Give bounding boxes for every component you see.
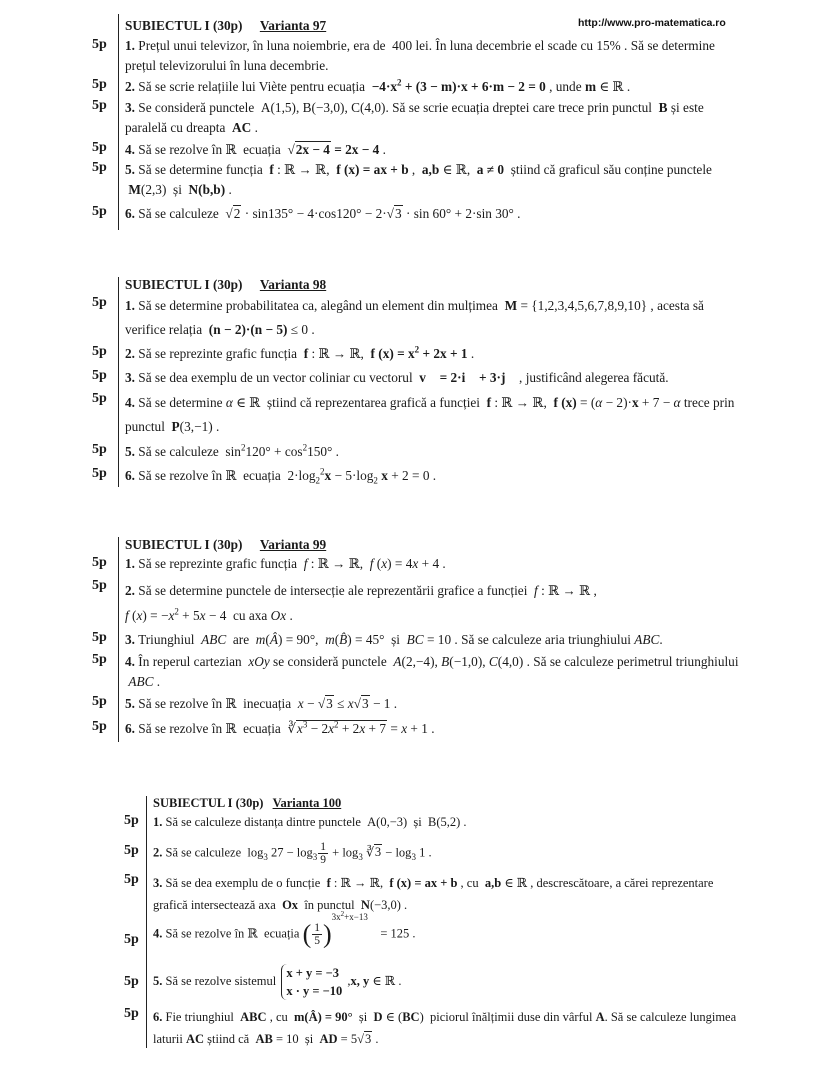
problem-number: 2.: [153, 845, 163, 860]
points-label: 5p: [124, 813, 139, 828]
problem-text: 2. Să se calculeze $\log_3 27 - \log_3$ $\frac{1}{9}$ + $\log_3$ ∛3 − $\log_3 1$ .: [153, 841, 432, 866]
problem-text: 1. Să se determine probabilitatea ca, alegând un element din mulțimea M = {1,2,3,4,5,6,7,8,9,10} , acesta să verifice relația (n − 2)·(n − 5) ≤ 0 .: [125, 298, 704, 337]
points-label: 5p: [92, 140, 107, 155]
problem-text: 6. Să se calculeze √2 · sin135° − 4·cos120° − 2·√3 · sin 60° + 2·sin 30° .: [125, 206, 521, 221]
section-header: [125, 537, 326, 553]
section-title: SUBIECTUL I (30p): [125, 537, 243, 552]
points-label: 5p: [92, 555, 107, 570]
problem-text: 1. Să se calculeze distanța dintre punctele A(0,−3) și B(5,2) .: [153, 815, 467, 829]
problem-number: 5.: [125, 696, 135, 711]
problem-number: 6.: [125, 468, 135, 483]
problem-text: 3. Să se dea exemplu de o funcție f : ℝ → ℝ, f (x) = ax + b , cu a,b ∈ ℝ , descrescătoare, a cărei reprezentare grafică intersectează axa Ox în punctul N(−3,0) .: [153, 876, 714, 912]
equation-system: x + y = −3 x · y = −10: [281, 964, 342, 1000]
problem-number: 3.: [153, 876, 163, 890]
problem-number: 2.: [125, 79, 135, 94]
points-label: 5p: [92, 37, 107, 52]
points-label: 5p: [92, 295, 107, 310]
points-label: 5p: [92, 652, 107, 667]
problem-text: 5. Să se rezolve sistemul x + y = −3 x · y = −10 ,x, y ∈ ℝ .: [153, 966, 402, 998]
problem-number: 3.: [125, 100, 135, 115]
problem-text: 5. Să se calculeze $\sin^2120^\circ + \cos^2150^\circ$ .: [125, 442, 340, 459]
variant-label: Varianta 100: [272, 796, 342, 810]
section-divider-line: [146, 796, 147, 1048]
points-label: 5p: [124, 1006, 139, 1021]
variant-label: Varianta 99: [259, 537, 327, 552]
points-label: 5p: [92, 391, 107, 406]
problem-number: 2.: [125, 583, 135, 598]
section-title: SUBIECTUL I (30p): [153, 796, 264, 810]
problem-text: 6. Să se rezolve în ℝ ecuația $2\cdot\log_2^2x - 5\cdot\log_2$ x + 2 = 0 .: [125, 466, 437, 486]
points-label: 5p: [92, 466, 107, 481]
points-label: 5p: [92, 344, 107, 359]
problem-text: 4. Să se determine α ∈ ℝ știind că reprezentarea grafică a funcției f : ℝ → ℝ, f (x) = (α − 2)·x + 7 − α trece prin punctul P(3,−1) .: [125, 395, 735, 434]
section-varianta-98: [0, 277, 828, 487]
points-label: 5p: [92, 77, 107, 92]
points-label: 5p: [92, 98, 107, 113]
problem-text: 5. Să se rezolve în ℝ inecuația x − √3 ≤ x√3 − 1 .: [125, 696, 398, 711]
section-header: [153, 796, 341, 811]
problem-number: 4.: [153, 926, 163, 941]
problem-text: 6. Să se rezolve în ℝ ecuația $∛x^3 - 2x^2 + 2x + 7 = x + 1$ .: [125, 719, 435, 736]
points-label: 5p: [124, 872, 139, 887]
problem-text: 2. Să se determine punctele de intersecție ale reprezentării grafice a funcției f : ℝ → ℝ , f $(x) = -x^2 + 5x - 4$ cu axa Ox .: [125, 583, 597, 623]
problem-number: 4.: [125, 142, 135, 157]
problem-text: 4. În reperul cartezian xOy se consideră punctele A(2,−4), B(−1,0), C(4,0) . Să se calculeze perimetrul triunghiului ABC .: [125, 654, 739, 689]
problem-text: 6. Fie triunghiul ABC , cu m(Â) = 90° și D ∈ (BC) piciorul înălțimii duse din vârful A. Să se calculeze lungimea laturii AC știind că AB = 10 și AD = 5√3 .: [153, 1010, 737, 1046]
problem-text: 1. Să se reprezinte grafic funcția f : ℝ → ℝ, f (x) = 4x + 4 .: [125, 556, 446, 571]
problem-text: 3. Să se dea exemplu de un vector coliniar cu vectorul v⃗ = 2·i⃗ + 3·j⃗ , justificând alegerea făcută.: [125, 370, 669, 385]
problem-text: 1. Prețul unui televizor, în luna noiembrie, era de 400 lei. În luna decembrie el scade cu 15% . Să se determine prețul televizorului în luna decembrie.: [125, 38, 715, 73]
problem-number: 5.: [125, 444, 135, 459]
problem-text: 3. Se consideră punctele A(1,5), B(−3,0), C(4,0). Să se scrie ecuația dreptei care trece prin punctul B și este paralelă cu dreapta AC .: [125, 100, 704, 135]
variant-label: Varianta 97: [259, 18, 327, 33]
points-label: 5p: [124, 932, 139, 947]
problem-text: 2. Să se scrie relațiile lui Viète pentru ecuația $-4\cdot x^2 + (3 - m)\cdot x + 6\cdot m - 2 = 0$ , unde m ∈ ℝ .: [125, 77, 631, 94]
problem-text: 4. Să se rezolve în ℝ ecuația √2x − 4 = 2x − 4 .: [125, 142, 386, 157]
points-label: 5p: [124, 843, 139, 858]
section-divider-line: [118, 277, 119, 487]
points-label: 5p: [92, 630, 107, 645]
problem-number: 6.: [125, 721, 135, 736]
variant-label: Varianta 98: [259, 277, 327, 292]
problem-text: 2. Să se reprezinte grafic funcția f : ℝ → ℝ, f $(x) = x^2 + 2x + 1$ .: [125, 344, 475, 361]
points-label: 5p: [92, 204, 107, 219]
section-title: SUBIECTUL I (30p): [125, 277, 243, 292]
section-divider-line: [118, 14, 119, 230]
points-label: 5p: [124, 974, 139, 989]
points-label: 5p: [92, 578, 107, 593]
problem-number: 1.: [125, 38, 135, 53]
problem-number: 5.: [125, 162, 135, 177]
problem-number: 6.: [153, 1010, 163, 1024]
problem-number: 4.: [125, 395, 135, 410]
problem-number: 1.: [153, 815, 163, 829]
problem-number: 4.: [125, 654, 135, 669]
section-varianta-97: [0, 14, 828, 230]
points-label: 5p: [92, 368, 107, 383]
points-label: 5p: [92, 442, 107, 457]
problem-text: 5. Să se determine funcția f : ℝ → ℝ, f (x) = ax + b , a,b ∈ ℝ, a ≠ 0 știind că graficul său conține punctele M(2,3) și N(b,b) .: [125, 162, 712, 197]
problem-number: 2.: [125, 346, 135, 361]
problem-number: 1.: [125, 298, 135, 313]
site-url[interactable]: http://www.pro-matematica.ro: [578, 17, 726, 29]
problem-number: 5.: [153, 973, 163, 988]
points-label: 5p: [92, 719, 107, 734]
problem-text: 3. Triunghiul ABC are m(Â) = 90°, m(B̂) = 45° și BC = 10 . Să se calculeze aria triunghiului ABC.: [125, 632, 663, 647]
section-header: [125, 18, 326, 34]
section-header: [125, 277, 326, 293]
points-label: 5p: [92, 160, 107, 175]
points-label: 5p: [92, 694, 107, 709]
problem-number: 3.: [125, 370, 135, 385]
section-varianta-100: [0, 796, 828, 1048]
problem-text: 4. Să se rezolve în ℝ ecuația ( $\frac{1}{5}$ )$^{3x^2+x-13}$ = 125 .: [153, 910, 416, 949]
section-title: SUBIECTUL I (30p): [125, 18, 243, 33]
section-divider-line: [118, 537, 119, 742]
problem-number: 3.: [125, 632, 135, 647]
section-varianta-99: [0, 537, 828, 742]
problem-number: 6.: [125, 206, 135, 221]
problem-number: 1.: [125, 556, 135, 571]
